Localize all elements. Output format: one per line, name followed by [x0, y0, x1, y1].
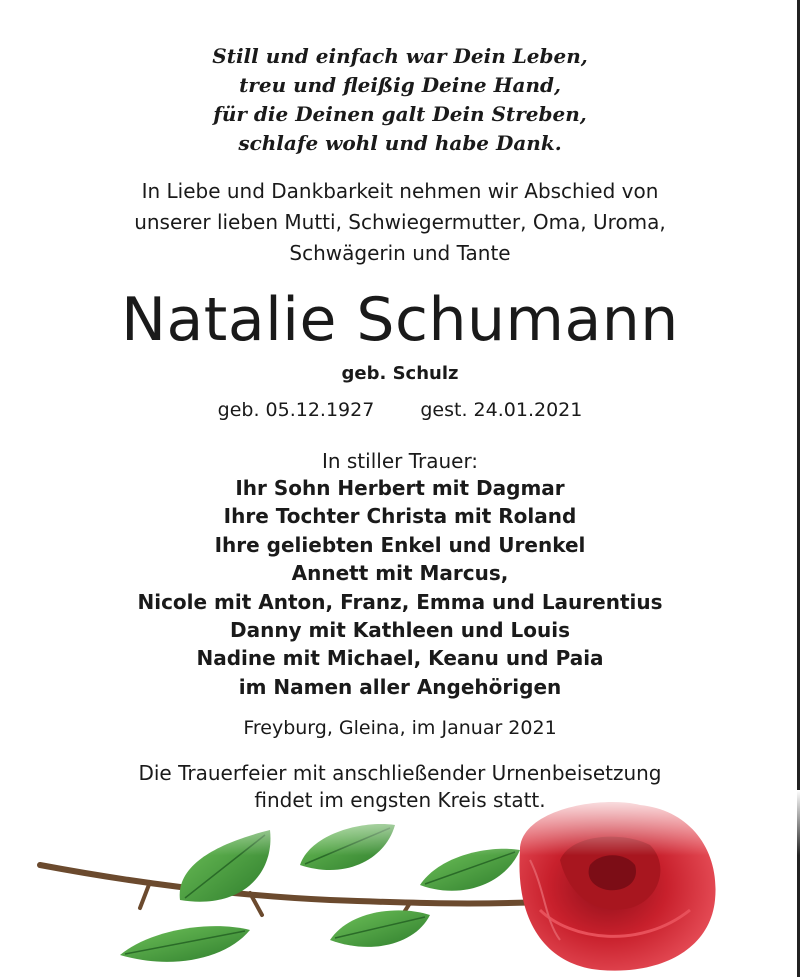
mourner-line: Ihre geliebten Enkel und Urenkel — [214, 532, 586, 557]
poem-line: treu und fleißig Deine Hand, — [239, 73, 561, 97]
birth-date: geb. 05.12.1927 — [217, 399, 375, 421]
place-and-date: Freyburg, Gleina, im Januar 2021 — [243, 717, 557, 739]
mourner-line: Annett mit Marcus, — [291, 561, 509, 586]
deceased-name: Natalie Schumann — [121, 285, 679, 355]
mourner-line: Nicole mit Anton, Franz, Emma und Laurentius — [137, 589, 663, 614]
intro-line: In Liebe und Dankbarkeit nehmen wir Abschied von — [141, 179, 659, 203]
ceremony-info — [0, 760, 800, 814]
life-dates — [0, 396, 800, 424]
ceremony-line: findet im engsten Kreis statt. — [254, 788, 546, 812]
mourner-line: Danny mit Kathleen und Louis — [229, 618, 570, 643]
poem-line: schlafe wohl und habe Dank. — [238, 131, 562, 155]
mourner-line: Ihr Sohn Herbert mit Dagmar — [235, 476, 565, 500]
farewell-intro — [0, 176, 800, 269]
poem-line: für die Deinen galt Dein Streben, — [213, 102, 587, 126]
mourner-line: Nadine mit Michael, Keanu und Paia — [196, 646, 604, 671]
mourner-line: Ihre Tochter Christa mit Roland — [223, 504, 577, 529]
mourners-list — [0, 474, 800, 701]
birth-name: geb. Schulz — [341, 363, 459, 384]
poem-line: Still und einfach war Dein Leben, — [212, 44, 588, 68]
ceremony-line: Die Trauerfeier mit anschließender Urnenbeisetzung — [138, 761, 662, 785]
mourning-intro: In stiller Trauer: — [321, 449, 479, 473]
rose-illustration — [0, 790, 800, 977]
intro-line: Schwägerin und Tante — [289, 241, 511, 265]
death-date: gest. 24.01.2021 — [420, 399, 583, 421]
poem — [0, 42, 800, 158]
mourner-line: im Namen aller Angehörigen — [238, 674, 562, 699]
intro-line: unserer lieben Mutti, Schwiegermutter, Oma, Uroma, — [134, 210, 666, 234]
